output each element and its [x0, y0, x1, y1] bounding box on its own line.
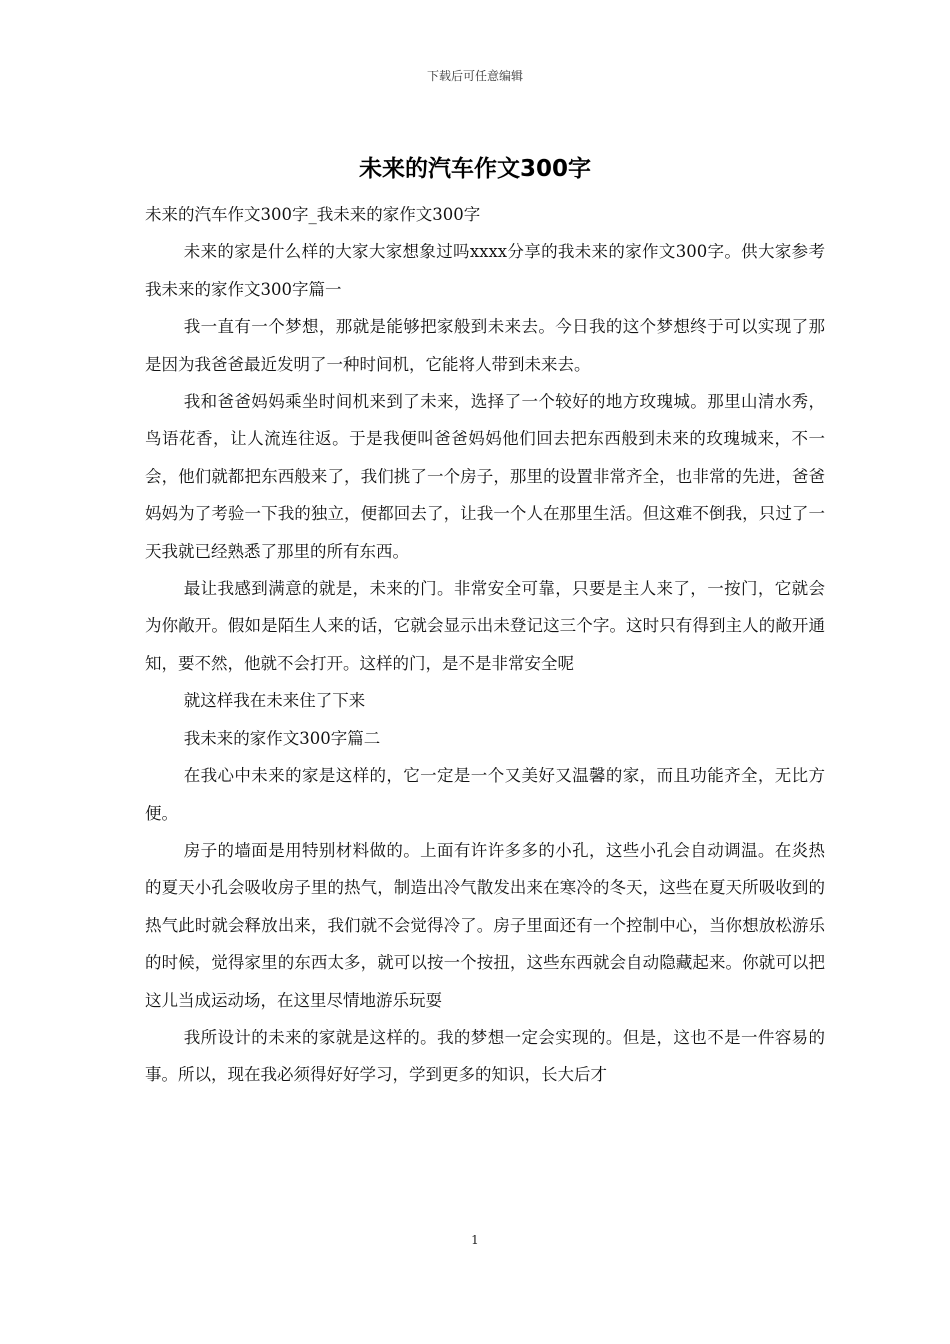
- paragraph: 最让我感到满意的就是，未来的门。非常安全可靠，只要是主人来了，一按门，它就会为你敞开。假如是陌生人来的话，它就会显示出未登记这三个字。这时只有得到主人的敞开通知，要不然，他就不会打开。这样的门，是不是非常安全呢: [145, 579, 825, 673]
- paragraph: 我所设计的未来的家就是这样的。我的梦想一定会实现的。但是，这也不是一件容易的事。所以，现在我必须得好好学习，学到更多的知识，长大后才: [145, 1027, 825, 1085]
- paragraph: 我一直有一个梦想，那就是能够把家般到未来去。今日我的这个梦想终于可以实现了那是因为我爸爸最近发明了一种时间机，它能将人带到未来去。: [145, 317, 825, 374]
- paragraph: 就这样我在未来住了下来: [183, 691, 366, 711]
- page-number: 1: [471, 1233, 479, 1247]
- paragraph: 未来的家是什么样的大家大家想象过吗xxxx分享的我未来的家作文300字。供大家参考我未来的家作文300字篇一: [145, 242, 825, 299]
- paragraph: 房子的墙面是用特别材料做的。上面有许许多多的小孔，这些小孔会自动调温。在炎热的夏天小孔会吸收房子里的热气，制造出冷气散发出来在寒冷的冬天，这些在夏天所吸收到的热气此时就会释放出来，我们就不会觉得冷了。房子里面还有一个控制中心，当你想放松游乐的时候，觉得家里的东西太多，就可以按一个按扭，这些东西就会自动隐藏起来。你就可以把这儿当成运动场，在这里尽情地游乐玩耍: [145, 840, 825, 1010]
- document-title: 未来的汽车作文300字: [358, 156, 591, 182]
- document-body: [145, 196, 825, 1094]
- section-heading: 我未来的家作文300字篇二: [183, 728, 381, 748]
- subtitle-line: 未来的汽车作文300字_我未来的家作文300字: [145, 205, 481, 224]
- paragraph: 在我心中未来的家是这样的，它一定是一个又美好又温馨的家，而且功能齐全，无比方便。: [145, 766, 825, 823]
- header-note: 下载后可任意编辑: [426, 69, 523, 83]
- paragraph: 我和爸爸妈妈乘坐时间机来到了未来，选择了一个较好的地方玫瑰城。那里山清水秀，鸟语花香，让人流连往返。于是我便叫爸爸妈妈他们回去把东西般到未来的玫瑰城来，不一会，他们就都把东西般来了，我们挑了一个房子，那里的设置非常齐全，也非常的先进，爸爸妈妈为了考验一下我的独立，便都回去了，让我一个人在那里生活。但这难不倒我，只过了一天我就已经熟悉了那里的所有东西。: [145, 392, 825, 561]
